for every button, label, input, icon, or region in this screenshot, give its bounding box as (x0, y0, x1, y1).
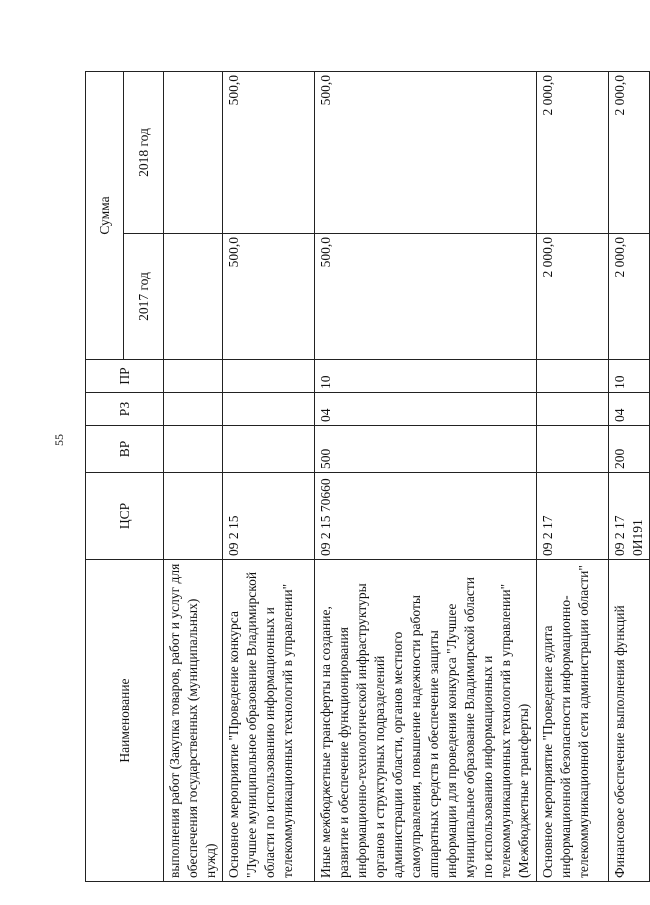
row-vr (164, 426, 223, 473)
row-2018: 500,0 (223, 71, 315, 233)
header-vr: ВР (86, 426, 164, 473)
header-rz: РЗ (86, 393, 164, 426)
rotated-page-content (85, 72, 645, 882)
header-pr: ПР (86, 360, 164, 393)
row-rz (164, 393, 223, 426)
row-2018: 500,0 (315, 71, 537, 233)
header-sum: Сумма (86, 71, 124, 359)
row-2017 (164, 234, 223, 360)
row-name: Финансовое обеспечение выполнения функций (609, 560, 650, 882)
row-name: выполнения работ (Закупка товаров, работ и услуг для обеспечения государственных (муниципальных) нужд) (164, 560, 223, 882)
row-name: Иные межбюджетные трансферты на создание, развитие и обеспечение функционирования информационно-технологической инфраструктуры органов и структурных подразделений администрации области, органов местного самоуправления, повышение надежности работы аппаратных средств и обеспечение защиты информации для проведения конкурса "Лучшее муниципальное образование Владимирской области по использованию информационных и телекоммуникационных технологий в управлении" (Межбюджетные трансферты) (315, 560, 537, 882)
table-row (164, 71, 223, 881)
row-vr (223, 426, 315, 473)
row-vr (537, 426, 609, 473)
row-pr (164, 360, 223, 393)
row-rz: 04 (609, 393, 650, 426)
row-csr: 09 2 17 0И191 (609, 473, 650, 560)
header-2018: 2018 год (124, 71, 164, 233)
row-csr: 09 2 17 (537, 473, 609, 560)
row-pr: 10 (315, 360, 537, 393)
table-row (315, 71, 537, 881)
header-2017: 2017 год (124, 234, 164, 360)
row-2017: 500,0 (315, 234, 537, 360)
row-2018 (164, 71, 223, 233)
row-vr: 500 (315, 426, 537, 473)
table-row (609, 71, 650, 881)
row-csr: 09 2 15 70660 (315, 473, 537, 560)
header-csr: ЦСР (86, 473, 164, 560)
header-name: Наименование (86, 560, 164, 882)
row-pr (537, 360, 609, 393)
row-name: Основное мероприятие "Проведение аудита информационной безопасности информационно-телекоммуникационной сети администрации области" (537, 560, 609, 882)
row-2017: 500,0 (223, 234, 315, 360)
row-pr (223, 360, 315, 393)
row-2017: 2 000,0 (609, 234, 650, 360)
row-rz: 04 (315, 393, 537, 426)
row-name: Основное мероприятие "Проведение конкурса "Лучшее муниципальное образование Владимирской области по использованию информационных и телекоммуникационных технологий в управлении" (223, 560, 315, 882)
row-vr: 200 (609, 426, 650, 473)
row-pr: 10 (609, 360, 650, 393)
page-number: 55 (52, 434, 66, 446)
row-2018: 2 000,0 (609, 71, 650, 233)
row-2018: 2 000,0 (537, 71, 609, 233)
budget-table (85, 71, 650, 882)
row-2017: 2 000,0 (537, 234, 609, 360)
row-rz (223, 393, 315, 426)
row-csr (164, 473, 223, 560)
row-csr: 09 2 15 (223, 473, 315, 560)
table-row (537, 71, 609, 881)
row-rz (537, 393, 609, 426)
table-row (223, 71, 315, 881)
